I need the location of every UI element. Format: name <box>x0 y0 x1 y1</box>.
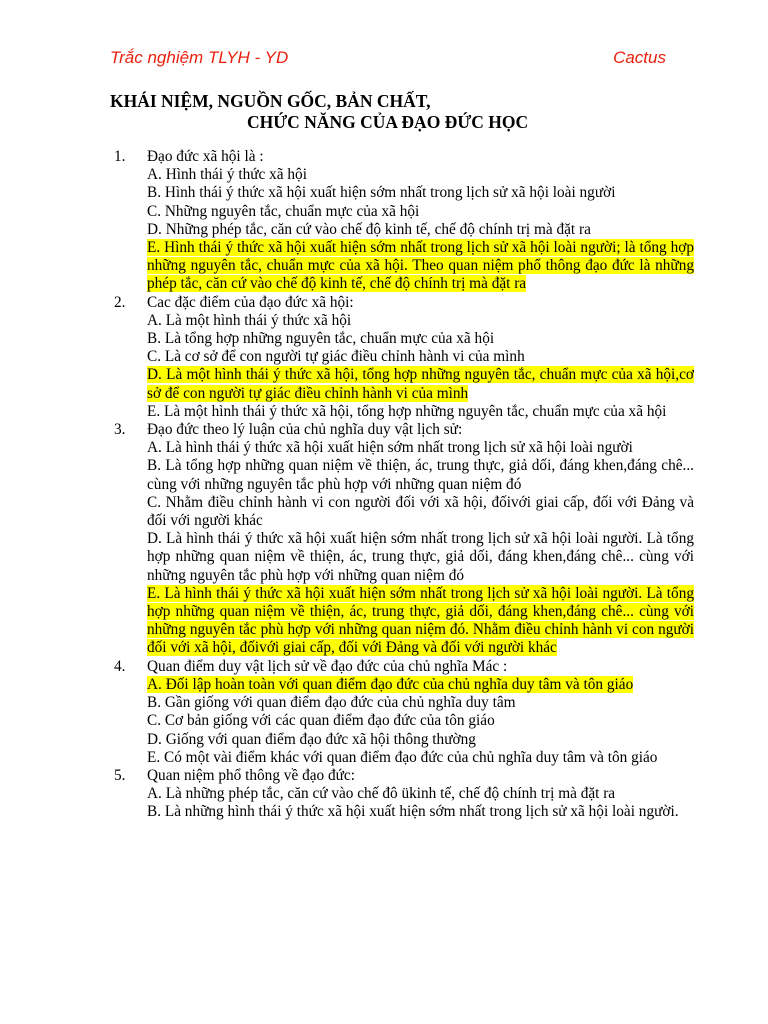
answer-option-text: D. Là một hình thái ý thức xã hội, tổng hợp những nguyên tắc, chuẩn mực của xã hội,cơ sở để con người tự giác điều chỉnh hành vi của mình <box>147 366 694 402</box>
answer-option-text: A. Là hình thái ý thức xã hội xuất hiện sớm nhất trong lịch sử xã hội loài người <box>147 439 633 457</box>
answer-option-text: B. Là những hình thái ý thức xã hội xuất hiện sớm nhất trong lịch sử xã hội loài người. <box>147 803 679 821</box>
answer-option-text: B. Hình thái ý thức xã hội xuất hiện sớm nhất trong lịch sử xã hội loài người <box>147 184 616 202</box>
answer-option <box>147 330 694 348</box>
answer-option <box>147 439 694 457</box>
answer-option <box>147 494 694 530</box>
answer-option <box>147 803 694 821</box>
answer-option-text: B. Là tổng hợp những nguyên tắc, chuẩn mực của xã hội <box>147 330 495 348</box>
answer-option-highlighted <box>147 585 694 658</box>
answer-option-text: A. Đối lập hoàn toàn với quan điểm đạo đức của chủ nghĩa duy tâm và tôn giáo <box>147 675 634 693</box>
answer-option-text: E. Là một hình thái ý thức xã hội, tổng hợp những nguyên tắc, chuẩn mực của xã hội <box>147 402 667 420</box>
answer-option-text: A. Là một hình thái ý thức xã hội <box>147 311 352 329</box>
answer-option <box>147 785 694 803</box>
question-number: 5. <box>114 766 126 784</box>
answer-option <box>147 348 694 366</box>
answer-option <box>147 694 694 712</box>
answer-option <box>147 221 694 239</box>
question-number: 1. <box>114 148 126 165</box>
answer-option-text: C. Cơ bản giống với các quan điểm đạo đức của tôn giáo <box>147 712 495 730</box>
header-course-title: Trắc nghiệm TLYH - YD <box>110 48 289 67</box>
answer-option <box>147 312 694 330</box>
answer-option-text: C. Là cơ sở để con người tự giác điều chỉnh hành vi của mình <box>147 348 525 366</box>
question-stem: Đạo đức theo lý luận của chủ nghĩa duy vật lịch sử: <box>147 421 463 439</box>
answer-option-text: B. Là tổng hợp những quan niệm về thiện, ác, trung thực, giả dối, đáng khen,đáng chê... cùng với những nguyên tắc phù hợp với những quan niệm đó <box>147 457 694 493</box>
question-list <box>110 148 694 822</box>
answer-option <box>147 731 694 749</box>
page-header <box>110 48 666 72</box>
answer-option <box>147 184 694 202</box>
answer-option-highlighted <box>147 676 694 694</box>
answer-option <box>147 166 694 184</box>
question-stem: Đạo đức xã hội là : <box>147 148 264 165</box>
answer-option-text: A. Hình thái ý thức xã hội <box>147 166 307 184</box>
answer-option-text: E. Có một vài điểm khác với quan điểm đạo đức của chủ nghĩa duy tâm và tôn giáo <box>147 748 658 766</box>
document-title-line-1: KHÁI NIỆM, NGUỒN GỐC, BẢN CHẤT, <box>110 91 431 111</box>
document-title-line-2: CHỨC NĂNG CỦA ĐẠO ĐỨC HỌC <box>247 112 529 132</box>
question-item <box>110 658 694 767</box>
answer-option <box>147 530 694 585</box>
question-item <box>110 294 694 421</box>
answer-option-highlighted <box>147 366 694 402</box>
answer-option-text: C. Nhằm điều chỉnh hành vi con người đối với xã hội, đốivới giai cấp, đối với Đảng và đối với người khác <box>147 493 694 530</box>
question-item <box>110 148 694 294</box>
answer-option <box>147 403 694 421</box>
answer-option-text: D. Giống với quan điểm đạo đức xã hội thông thường <box>147 730 476 748</box>
answer-option <box>147 749 694 767</box>
question-stem: Quan điểm duy vật lịch sử về đạo đức của chủ nghĩa Mác : <box>147 657 508 675</box>
answer-option <box>147 457 694 493</box>
question-number: 2. <box>114 293 126 311</box>
answer-option <box>147 712 694 730</box>
answer-option-text: D. Là hình thái ý thức xã hội xuất hiện sớm nhất trong lịch sử xã hội loài người. Là tổng hợp những quan niệm về thiện, ác, trung thực, giả dối, đáng khen,đáng chê... cùng với những nguyên tắc phù hợp với những quan niệm đó <box>147 530 694 584</box>
answer-option-text: C. Những nguyên tắc, chuẩn mực của xã hội <box>147 202 420 220</box>
answer-option-text: B. Gần giống với quan điểm đạo đức của chủ nghĩa duy tâm <box>147 694 516 712</box>
answer-option-text: A. Là những phép tắc, căn cứ vào chế đô ükinh tế, chế độ chính trị mà đặt ra <box>147 785 616 803</box>
answer-option-highlighted <box>147 239 694 294</box>
question-stem: Quan niệm phổ thông về đạo đức: <box>147 766 355 784</box>
question-item <box>110 421 694 658</box>
answer-option-text: E. Là hình thái ý thức xã hội xuất hiện sớm nhất trong lịch sử xã hội loài người. Là tổng hợp những quan niệm về thiện, ác, trung thực, giả dối, đáng khen,đáng chê... cùng với những nguyên tắc phù hợp với những quan niệm đó. Nhằm điều chỉnh hành vi con người đối với xã hội, đốivới giai cấp, đối với Đảng và đối với người khác <box>147 584 694 657</box>
question-number: 4. <box>114 657 126 675</box>
answer-option <box>147 203 694 221</box>
question-item <box>110 767 694 822</box>
question-number: 3. <box>114 421 126 439</box>
header-author: Cactus <box>613 48 666 67</box>
answer-option-text: E. Hình thái ý thức xã hội xuất hiện sớm nhất trong lịch sử xã hội loài người; là tổng hợp những nguyên tắc, chuẩn mực của xã hội. Theo quan niệm phổ thông đạo đức là những phép tắc, căn cứ vào chế độ kinh tế, chế độ chính trị mà đặt ra <box>147 239 694 293</box>
question-stem: Cac đặc điểm của đạo đức xã hội: <box>147 293 354 311</box>
answer-option-text: D. Những phép tắc, căn cứ vào chế độ kinh tế, chế độ chính trị mà đặt ra <box>147 220 591 238</box>
